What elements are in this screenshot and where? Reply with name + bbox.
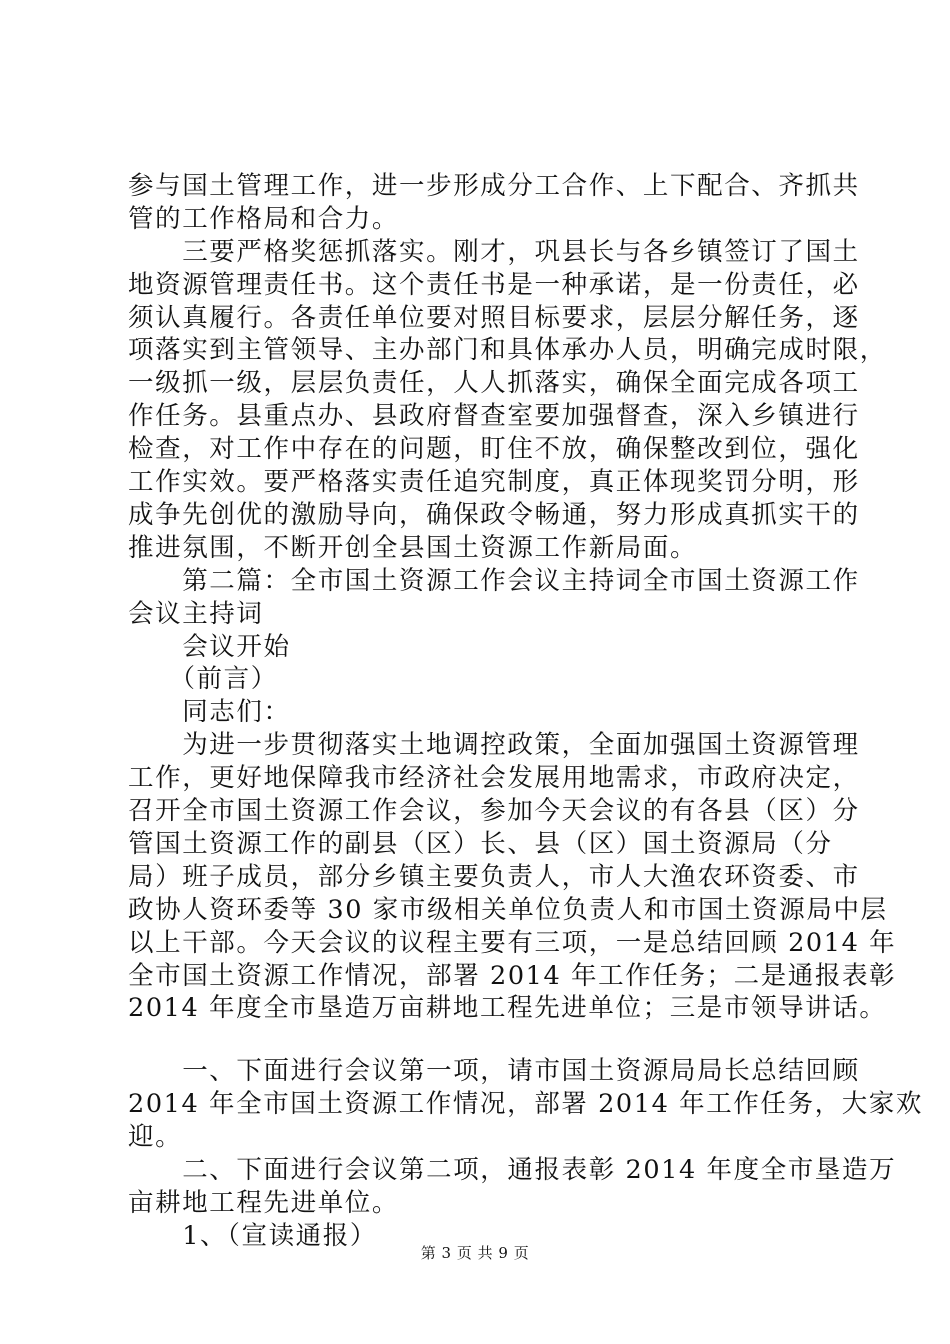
body-text-line: 推进氛围，不断开创全县国土资源工作新局面。: [128, 533, 698, 563]
page-number-footer: 第 3 页 共 9 页: [420, 1244, 530, 1262]
body-text-line: 管国土资源工作的副县（区）长、县（区）国土资源局（分: [128, 829, 833, 859]
body-text-line: 参与国土管理工作，进一步形成分工合作、上下配合、齐抓共: [128, 171, 860, 201]
body-text-line: 项落实到主管领导、主办部门和具体承办人员，明确完成时限，: [128, 335, 887, 365]
body-text-line: 同志们：: [128, 697, 291, 727]
body-text-line: 一、下面进行会议第一项，请市国土资源局局长总结回顾: [128, 1056, 860, 1086]
body-text-line: 工作实效。要严格落实责任追究制度，真正体现奖罚分明，形: [128, 467, 860, 497]
body-text-line: 亩耕地工程先进单位。: [128, 1188, 400, 1218]
body-text-line: 地资源管理责任书。这个责任书是一种承诺，是一份责任，必: [128, 270, 860, 300]
body-text-line: 局）班子成员，部分乡镇主要负责人，市人大渔农环资委、市: [128, 862, 860, 892]
section-heading-line: 会议主持词: [128, 599, 264, 629]
body-text-line: 检查，对工作中存在的问题，盯住不放，确保整改到位，强化: [128, 434, 860, 464]
body-text-line: 迎。: [128, 1122, 183, 1152]
body-text-line: 三要严格奖惩抓落实。刚才，巩县长与各乡镇签订了国土: [128, 237, 860, 267]
body-text-line: 2014 年度全市垦造万亩耕地工程先进单位；三是市领导讲话。: [128, 993, 887, 1023]
body-text-line: 召开全市国土资源工作会议，参加今天会议的有各县（区）分: [128, 796, 860, 826]
body-text-line: 成争先创优的激励导向，确保政令畅通，努力形成真抓实干的: [128, 500, 860, 530]
body-text-line: 以上干部。今天会议的议程主要有三项，一是总结回顾 2014 年: [128, 928, 897, 958]
body-text-line: 作任务。县重点办、县政府督查室要加强督查，深入乡镇进行: [128, 401, 860, 431]
body-text-line: 工作，更好地保障我市经济社会发展用地需求，市政府决定，: [128, 763, 860, 793]
body-text-line: 政协人资环委等 30 家市级相关单位负责人和市国土资源局中层: [128, 895, 888, 925]
section-heading-line: 第二篇：全市国土资源工作会议主持词全市国土资源工作: [128, 566, 860, 596]
body-text-line: 须认真履行。各责任单位要对照目标要求，层层分解任务，逐: [128, 303, 860, 333]
body-text-line: 一级抓一级，层层负责任，人人抓落实，确保全面完成各项工: [128, 368, 860, 398]
body-text-line: 1、（宣读通报）: [128, 1221, 377, 1251]
body-text-line: 2014 年全市国土资源工作情况，部署 2014 年工作任务，大家欢: [128, 1089, 924, 1119]
body-text-line: 为进一步贯彻落实土地调控政策，全面加强国土资源管理: [128, 730, 860, 760]
body-text-line: （前言）: [128, 664, 278, 694]
body-text-line: 会议开始: [128, 632, 291, 662]
body-text-line: 管的工作格局和合力。: [128, 204, 400, 234]
body-text-line: 全市国土资源工作情况，部署 2014 年工作任务；二是通报表彰: [128, 961, 897, 991]
body-text-line: 二、下面进行会议第二项，通报表彰 2014 年度全市垦造万: [128, 1155, 897, 1185]
